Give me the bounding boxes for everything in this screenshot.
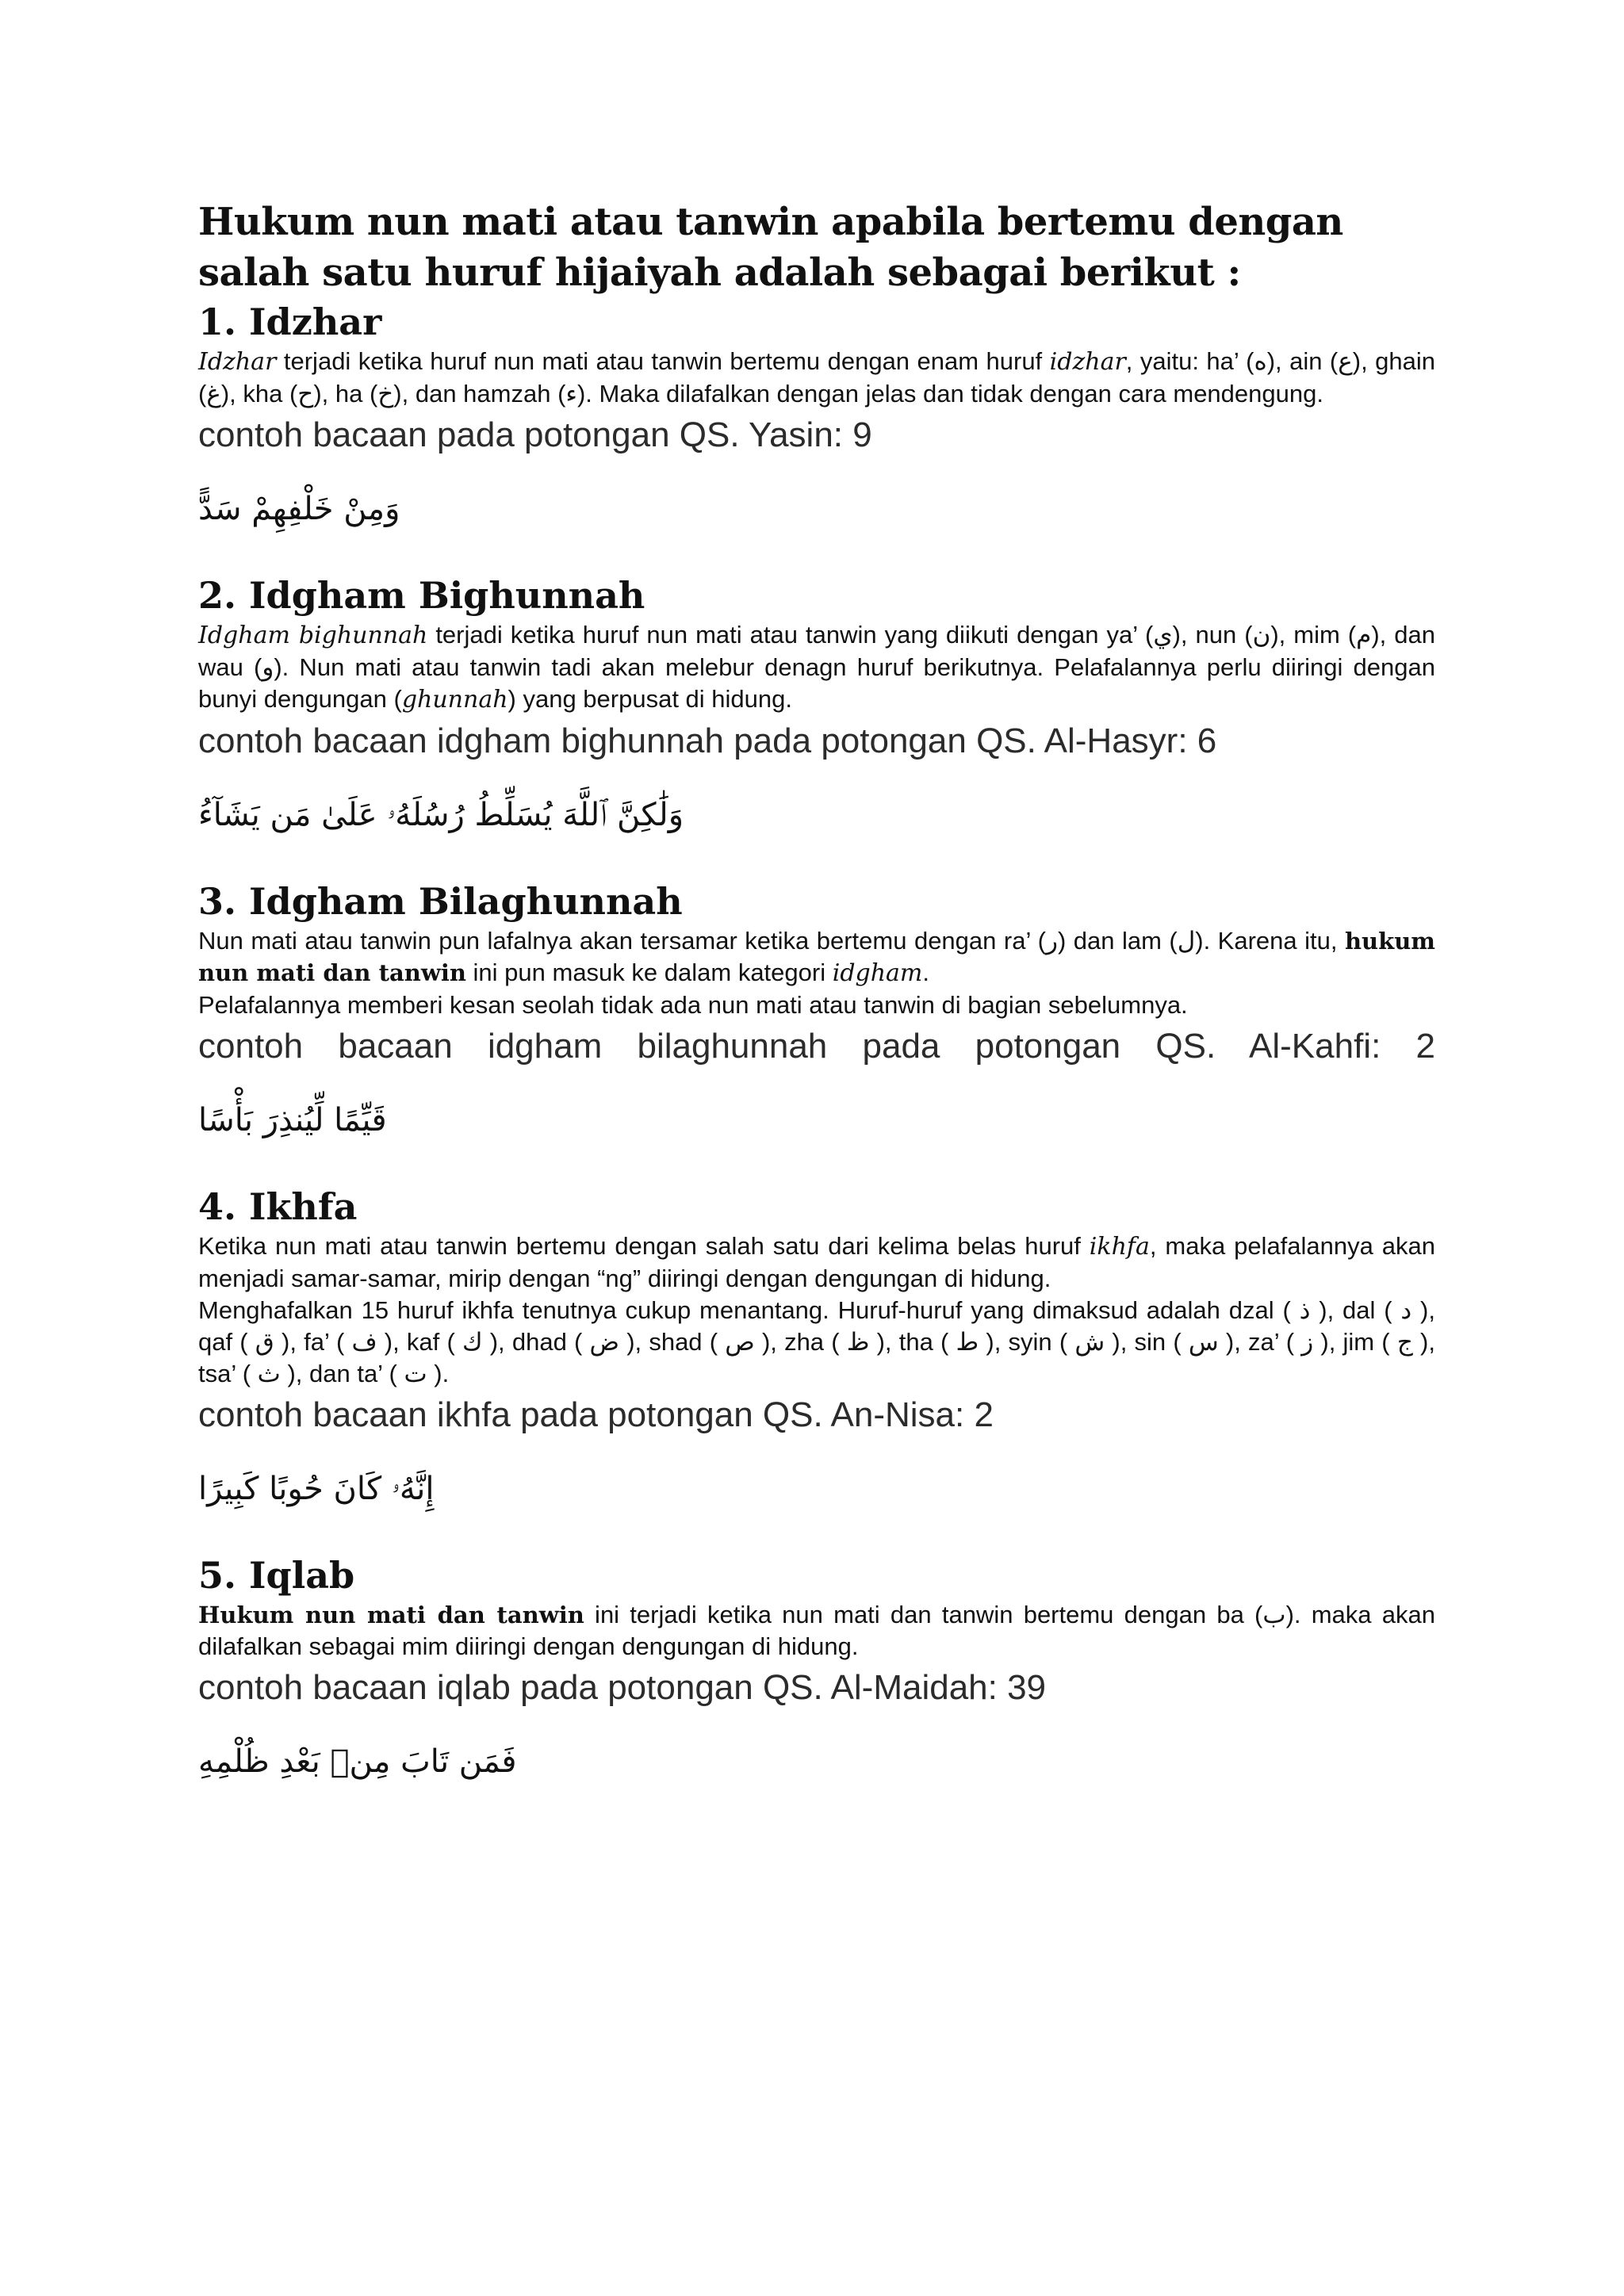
arabic-verse: وَلَٰكِنَّ ٱللَّهَ يُسَلِّطُ رُسُلَهُۥ عَلَىٰ مَن يَشَآءُ bbox=[198, 797, 684, 833]
paragraph-text: terjadi ketika huruf nun mati atau tanwin bertemu dengan enam huruf bbox=[276, 347, 1050, 375]
page-title: Hukum nun mati atau tanwin apabila bertemu dengan salah satu huruf hijaiyah adalah sebagai berikut : bbox=[198, 200, 1343, 295]
section-idgham-bilaghunnah bbox=[198, 878, 1435, 1148]
section-heading: 4. Ikhfa bbox=[198, 1185, 358, 1228]
paragraph-text: ini pun masuk ke dalam kategori bbox=[465, 959, 833, 986]
arabic-verse: قَيِّمًا لِّيُنذِرَ بَأْسًا bbox=[198, 1102, 387, 1138]
paragraph-text: ini terjadi ketika nun mati dan tanwin bertemu dengan ba (ب). maka akan dilafalkan sebagai mim diiringi dengan dengungan di hidung. bbox=[198, 1601, 1435, 1660]
example-caption: contoh bacaan iqlab pada potongan QS. Al-Maidah: 39 bbox=[198, 1668, 1047, 1707]
bold-term: Hukum nun mati dan tanwin bbox=[198, 1601, 584, 1628]
section-paragraph bbox=[198, 1230, 1435, 1295]
section-heading: 5. Iqlab bbox=[198, 1554, 355, 1597]
section-paragraph bbox=[198, 1599, 1435, 1663]
paragraph-text: terjadi ketika huruf nun mati atau tanwin yang diikuti dengan ya’ (ي), nun (ن), mim (م), dan wau (و). Nun mati atau tanwin tadi akan melebur denagn huruf berikutnya. Pelafalannya perlu diiringi dengan bunyi dengungan ( bbox=[198, 621, 1435, 713]
example-caption: contoh bacaan idgham bighunnah pada potongan QS. Al-Hasyr: 6 bbox=[198, 721, 1217, 760]
section-paragraph: Pelafalannya memberi kesan seolah tidak ada nun mati atau tanwin di bagian sebelumnya. bbox=[198, 991, 1188, 1019]
section-idgham-bighunnah bbox=[198, 572, 1435, 843]
section-paragraph bbox=[198, 346, 1435, 410]
italic-term: ikhfa bbox=[1089, 1233, 1150, 1261]
section-iqlab bbox=[198, 1552, 1435, 1789]
section-ikhfa bbox=[198, 1183, 1435, 1517]
paragraph-text: , yaitu: ha’ (ه), ain (ع), ghain (غ), kha (ح), ha (خ), dan hamzah (ء). Maka dilafalkan dengan jelas dan tidak dengan cara mendengung. bbox=[198, 347, 1435, 408]
italic-term: ghunnah bbox=[401, 686, 508, 714]
paragraph-text: Nun mati atau tanwin pun lafalnya akan tersamar ketika bertemu dengan ra’ (ر) dan lam (ل). Karena itu, bbox=[198, 927, 1345, 955]
section-heading: 3. Idgham Bilaghunnah bbox=[198, 880, 683, 923]
example-caption: contoh bacaan idgham bilaghunnah pada potongan QS. Al-Kahfi: 2 bbox=[198, 1027, 1435, 1066]
paragraph-text: , maka pelafalannya akan menjadi samar-samar, mirip dengan “ng” diiringi dengan dengungan di hidung. bbox=[198, 1232, 1435, 1292]
italic-term: Idgham bighunnah bbox=[198, 622, 428, 649]
italic-term: Idzhar bbox=[198, 348, 277, 376]
bold-term: hukum nun mati dan tanwin bbox=[198, 928, 1435, 986]
paragraph-text: . bbox=[922, 959, 930, 986]
italic-term: idgham bbox=[832, 959, 923, 987]
section-idzhar bbox=[198, 298, 1435, 537]
section-paragraph: Menghafalkan 15 huruf ikhfa tenutnya cukup menantang. Huruf-huruf yang dimaksud adalah dzal ( ذ ), dal ( د ), qaf ( ق ), fa’ ( ف ), kaf ( ك ), dhad ( ض ), shad ( ص ), zha ( ظ ), tha ( ط ), syin ( ش ), sin ( س ), za’ ( ز ), jim ( ج ), tsa’ ( ث ), dan ta’ ( ت ). bbox=[198, 1296, 1435, 1387]
paragraph-text: Ketika nun mati atau tanwin bertemu dengan salah satu dari kelima belas huruf bbox=[198, 1232, 1090, 1260]
arabic-verse: فَمَن تَابَ مِنۢ بَعْدِ ظُلْمِهِ bbox=[198, 1743, 517, 1780]
example-caption: contoh bacaan pada potongan QS. Yasin: 9 bbox=[198, 415, 872, 454]
italic-term: idzhar bbox=[1049, 348, 1126, 376]
section-paragraph bbox=[198, 619, 1435, 716]
arabic-verse: وَمِنْ خَلْفِهِمْ سَدًّ bbox=[198, 491, 400, 527]
example-caption: contoh bacaan ikhfa pada potongan QS. An-Nisa: 2 bbox=[198, 1395, 994, 1434]
document-page bbox=[198, 197, 1435, 1789]
arabic-verse: إِنَّهُۥ كَانَ حُوبًا كَبِيرًا bbox=[198, 1471, 435, 1507]
section-heading: 1. Idzhar bbox=[198, 300, 382, 343]
section-heading: 2. Idgham Bighunnah bbox=[198, 574, 645, 617]
paragraph-text: ) yang berpusat di hidung. bbox=[508, 685, 792, 713]
section-paragraph bbox=[198, 925, 1435, 989]
